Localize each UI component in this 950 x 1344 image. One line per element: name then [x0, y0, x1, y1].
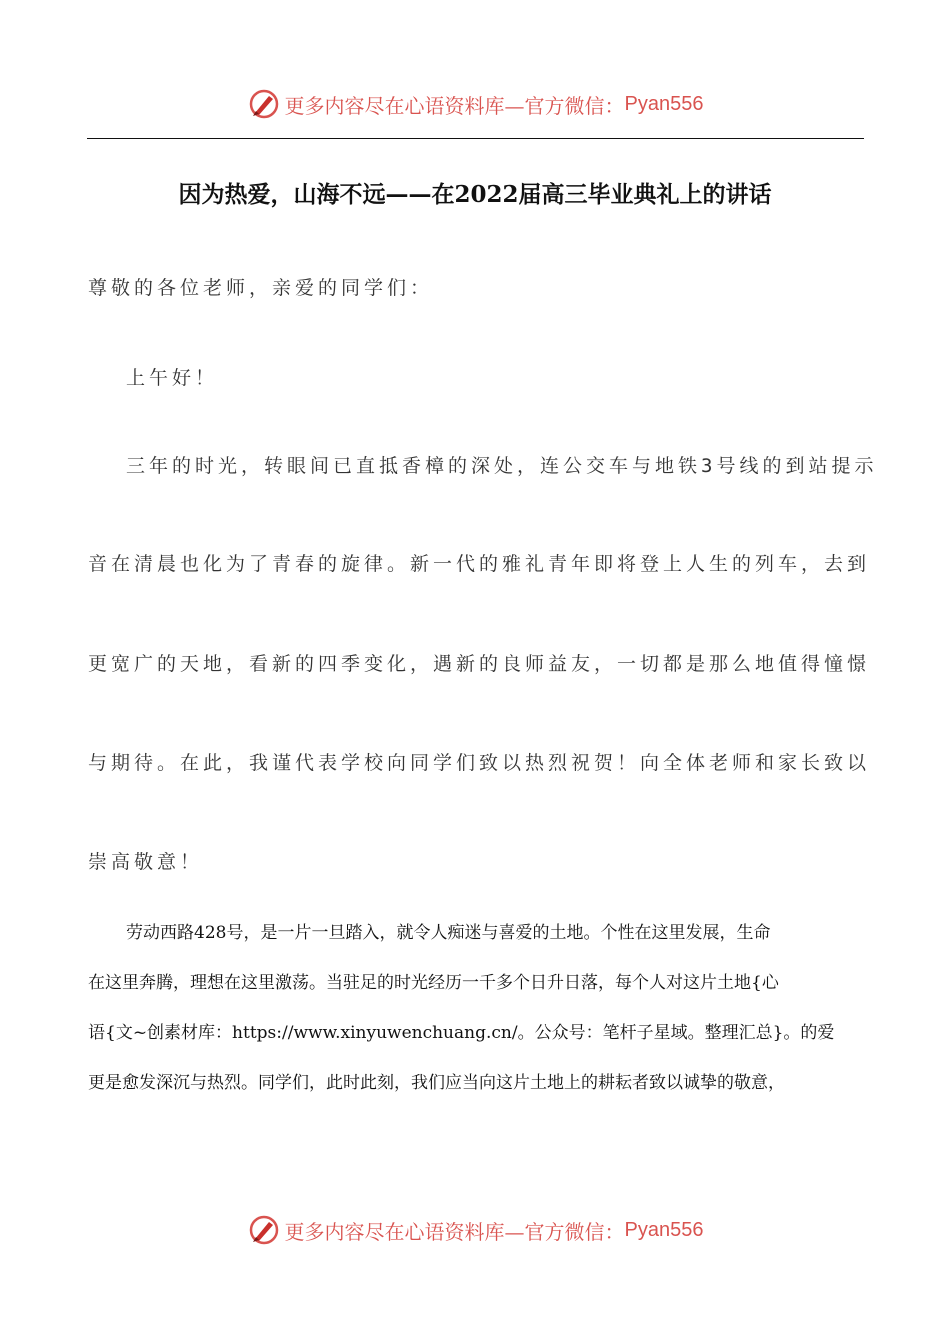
paragraph1-line: 音在清晨也化为了青春的旋律。新一代的雅礼青年即将登上人生的列车，去到 — [88, 553, 871, 575]
paragraph1-line: 与期待。在此，我谨代表学校向同学们致以热烈祝贺！向全体老师和家长致以 — [88, 752, 871, 774]
header-wechat-id: Pyan556 — [624, 92, 704, 115]
paragraph2-line: 更是愈发深沉与热烈。同学们，此时此刻，我们应当向这片土地上的耕耘者致以诚挚的敬意， — [88, 1073, 785, 1093]
paragraph1-line: 更宽广的天地，看新的四季变化，遇新的良师益友，一切都是那么地值得憧憬 — [88, 653, 871, 675]
pen-logo-icon — [247, 87, 281, 121]
salutation: 尊敬的各位老师，亲爱的同学们： — [88, 277, 434, 299]
footer-wechat-id: Pyan556 — [624, 1218, 704, 1241]
paragraph2 — [88, 921, 863, 1096]
document-title: 因为热爱，山海不远——在2022届高三毕业典礼上的讲话 — [178, 181, 772, 208]
paragraph2-line: 劳动西路428号，是一片一旦踏入，就令人痴迷与喜爱的土地。个性在这里发展，生命 — [126, 923, 771, 943]
paragraph2-line: 在这里奔腾，理想在这里激荡。当驻足的时光经历一千多个日升日落，每个人对这片土地{心 — [88, 973, 779, 993]
paragraph2-line: 语{文~创素材库：https://www.xinyuwenchuang.cn/。公众号：笔杆子星域。整理汇总}。的爱 — [88, 1023, 835, 1043]
greeting: 上午好！ — [126, 367, 219, 389]
header-banner-text: 更多内容尽在心语资料库—官方微信： — [284, 93, 625, 118]
footer-banner — [0, 1210, 950, 1250]
footer-banner-text: 更多内容尽在心语资料库—官方微信： — [284, 1219, 625, 1244]
pen-logo-icon — [247, 1213, 281, 1247]
paragraph1-line: 崇高敬意！ — [88, 851, 204, 873]
header-banner — [0, 84, 950, 124]
header-divider — [87, 138, 864, 139]
paragraph1-line: 三年的时光，转眼间已直抵香樟的深处，连公交车与地铁3号线的到站提示 — [126, 455, 878, 477]
